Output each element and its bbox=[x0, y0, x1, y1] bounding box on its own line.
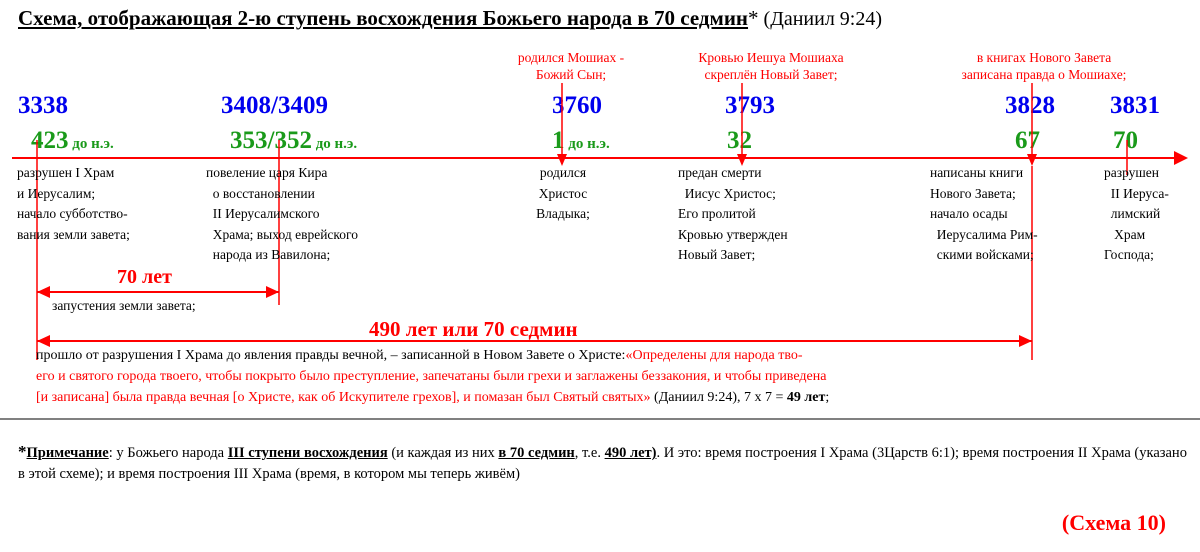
scheme-number-label: (Схема 10) bbox=[1061, 510, 1166, 535]
span-490-years-label: 490 лет или 70 седмин bbox=[369, 317, 578, 341]
title-star: * bbox=[748, 6, 759, 30]
date-32: 32 bbox=[727, 127, 752, 154]
event-christ-born: родился Христос Владыка; bbox=[536, 165, 590, 221]
event-christ-crucified: предан смерти Иисус Христос; Его пролитой Кровью утвержден Новый Завет; bbox=[678, 165, 788, 262]
year-3828: 3828 bbox=[1005, 92, 1055, 119]
note-birth-messiah: родился Мошиах - Божий Сын; bbox=[517, 50, 625, 82]
event-first-temple-destroyed: разрушен I Храм и Иерусалим; начало субботство- вания земли завета; bbox=[17, 165, 130, 242]
note-new-covenant-blood: Кровью Иешуа Мошиаха скреплён Новый Завет; bbox=[698, 50, 844, 82]
date-353-352-bc: 353/352 до н.э. bbox=[230, 127, 358, 154]
event-new-testament-written: написаны книги Нового Завета; начало осады Иерусалима Рим- скими войсками; bbox=[930, 165, 1038, 262]
year-3760: 3760 bbox=[552, 92, 602, 119]
year-3793: 3793 bbox=[725, 92, 775, 119]
timeline-arrowhead bbox=[1174, 151, 1188, 165]
footnote: *Примечание: у Божьего народа III ступени восхождения (и каждая из них в 70 седмин, т.е. 490 лет). И это: время построения I Храма (3Царств 6:1); время построения II Храма (указано в этой схеме); и время построения III Храма (время, в котором мы теперь живём) bbox=[18, 442, 1187, 482]
date-1-bc: 1 до н.э. bbox=[552, 127, 610, 154]
date-423-bc: 423 до н.э. bbox=[31, 127, 114, 154]
event-cyrus-decree: повеление царя Кира о восстановлении II Иерусалимского Храма; выход еврейского народа из Вавилона; bbox=[206, 165, 358, 262]
footnote-label: Примечание bbox=[26, 445, 109, 461]
year-3338: 3338 bbox=[18, 92, 68, 119]
title-main: Схема, отображающая 2-ю ступень восхождения Божьего народа в 70 седмин bbox=[18, 6, 749, 30]
date-67: 67 bbox=[1015, 127, 1040, 154]
bottom-line-2: его и святого города твоего, чтобы покрыто было преступление, запечатаны были грехи и заглажены беззакония, и чтобы приведена bbox=[36, 369, 827, 384]
bottom-paragraph: прошло от разрушения I Храма до явления правды вечной, – записанной в Новом Завете о Христе:«Определены для народа тво- bbox=[36, 348, 803, 363]
note-new-testament-books: в книгах Нового Завета записана правда о Мошиахе; bbox=[961, 50, 1127, 82]
span-70-years-label: 70 лет bbox=[117, 266, 172, 288]
span-70-years-desc: запустения земли завета; bbox=[52, 298, 196, 313]
event-second-temple-destroyed: разрушен II Иеруса- лимский Храм Господа; bbox=[1104, 165, 1169, 262]
date-70: 70 bbox=[1113, 127, 1138, 154]
year-3831: 3831 bbox=[1110, 92, 1160, 119]
year-3408-3409: 3408/3409 bbox=[221, 92, 328, 119]
bottom-line-3: [и записана] была правда вечная [о Христе, как об Искупителе грехов], и помазан был Святый святых» (Даниил 9:24), 7 х 7 = 49 лет; bbox=[36, 390, 830, 405]
title-reference: (Даниил 9:24) bbox=[758, 8, 883, 30]
